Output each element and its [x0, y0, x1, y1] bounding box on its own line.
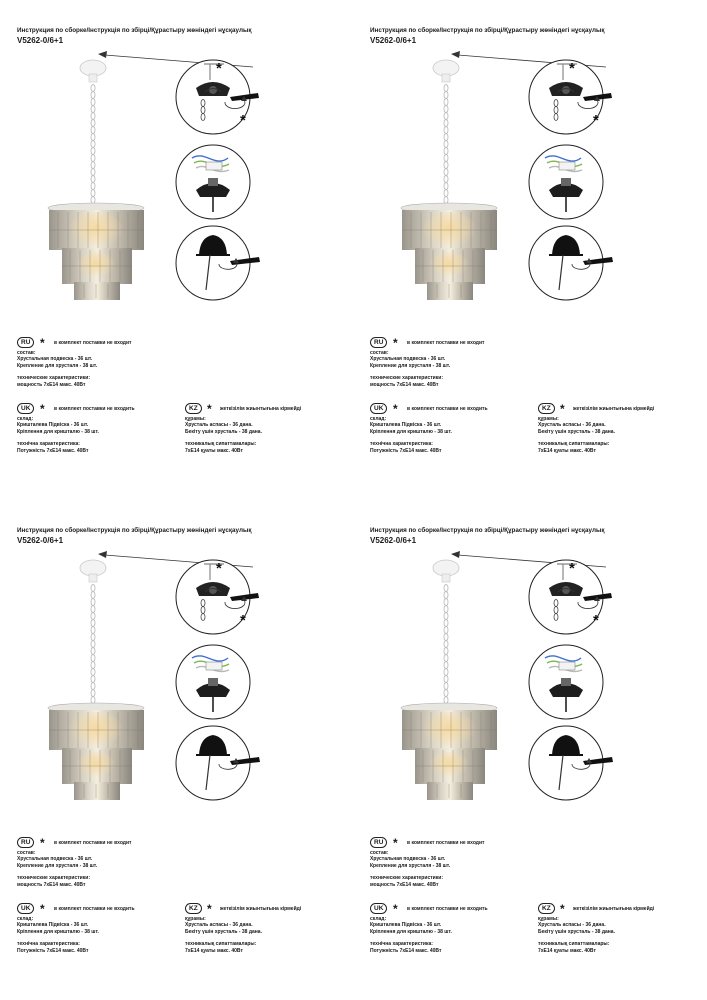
model-number: V5262-0/6+1: [370, 36, 417, 45]
wiring-connection-icon: [529, 645, 603, 719]
composition-line-ru: Крепление для хрусталя - 38 шт.: [17, 862, 98, 869]
composition-line-uk: Кришталева Підвіска - 36 шт.: [370, 422, 442, 429]
tech-heading-uk: технічна характеристика:: [17, 441, 80, 448]
composition-heading-kz: құрамы:: [538, 916, 559, 922]
instruction-title: Инструкция по сборке/Інструкція по збірці/Құрастыру жөніндегі нұсқаулық: [370, 27, 605, 34]
power-line-ru: мощность 7хЕ14 макс. 40Вт: [17, 881, 86, 888]
lang-badge-ru: RU: [17, 837, 34, 848]
specs-block-uk: [370, 416, 452, 454]
composition-line-kz: Бекіту үшін хрусталь - 38 дана.: [538, 928, 615, 935]
assembly-illustration: [353, 500, 706, 810]
not-included-note-uk: в комплект поставки не входить: [407, 906, 488, 912]
composition-heading-uk: склад:: [17, 916, 34, 922]
asterisk-icon: *: [593, 612, 599, 629]
lang-badge-kz: KZ: [185, 403, 202, 414]
composition-line-uk: Кріплення для кришталю - 38 шт.: [17, 928, 99, 935]
lang-badge-ru: RU: [370, 837, 387, 848]
instruction-title: Инструкция по сборке/Інструкція по збірці/Құрастыру жөніндегі нұсқаулық: [17, 527, 252, 534]
not-included-note-uk: в комплект поставки не входить: [407, 406, 488, 412]
wiring-connection-icon: [176, 645, 250, 719]
composition-heading-uk: склад:: [370, 416, 387, 422]
composition-heading-kz: құрамы:: [185, 916, 206, 922]
composition-line-uk: Кришталева Підвіска - 36 шт.: [17, 922, 89, 929]
composition-line-kz: Хрусталь аспасы - 36 дана.: [538, 922, 606, 929]
tech-heading-ru: технические характеристики:: [370, 375, 443, 382]
composition-line-kz: Хрусталь аспасы - 36 дана.: [538, 422, 606, 429]
composition-heading-ru: состав:: [17, 350, 36, 356]
not-included-note-ru: в комплект поставки не входит: [407, 840, 485, 846]
composition-line-ru: Хрустальная подвеска - 36 шт.: [17, 856, 93, 863]
canopy-fixing-icon: [176, 226, 260, 300]
model-number: V5262-0/6+1: [17, 36, 64, 45]
crystal-chandelier-image: [401, 60, 497, 300]
power-line-ru: мощность 7хЕ14 макс. 40Вт: [17, 381, 86, 388]
specs-block-ru: [17, 350, 97, 388]
not-included-note-ru: в комплект поставки не входит: [54, 840, 132, 846]
composition-line-kz: Хрусталь аспасы - 36 дана.: [185, 922, 253, 929]
specs-block-kz: [538, 916, 615, 954]
power-line-ru: мощность 7хЕ14 макс. 40Вт: [370, 881, 439, 888]
lang-badge-uk: UK: [17, 903, 34, 914]
asterisk-icon: *: [240, 112, 246, 129]
asterisk-icon: *: [40, 902, 45, 916]
lang-badge-kz: KZ: [538, 903, 555, 914]
composition-line-kz: Бекіту үшін хрусталь - 38 дана.: [185, 428, 262, 435]
composition-line-ru: Крепление для хрусталя - 38 шт.: [17, 362, 98, 369]
composition-line-uk: Кришталева Підвіска - 36 шт.: [17, 422, 89, 429]
tech-heading-kz: техникалық сипаттамалары:: [538, 941, 610, 948]
asterisk-icon: *: [560, 402, 565, 416]
composition-line-uk: Кріплення для кришталю - 38 шт.: [17, 428, 99, 435]
instruction-panel: [353, 0, 706, 500]
not-included-note-kz: жеткізілім жиынтығына кірмейді: [220, 406, 302, 412]
specs-block-ru: [370, 350, 450, 388]
asterisk-icon: *: [393, 402, 398, 416]
not-included-note-kz: жеткізілім жиынтығына кірмейді: [220, 906, 302, 912]
crystal-chandelier-image: [48, 60, 144, 300]
composition-line-uk: Кріплення для кришталю - 38 шт.: [370, 928, 452, 935]
composition-heading-ru: состав:: [17, 850, 36, 856]
composition-line-ru: Хрустальная подвеска - 36 шт.: [17, 356, 93, 363]
model-number: V5262-0/6+1: [17, 536, 64, 545]
asterisk-icon: *: [40, 402, 45, 416]
power-line-ru: мощность 7хЕ14 макс. 40Вт: [370, 381, 439, 388]
specs-block-kz: [185, 416, 262, 454]
tech-heading-uk: технічна характеристика:: [370, 441, 433, 448]
asterisk-icon: *: [40, 336, 45, 350]
assembly-illustration: [353, 0, 706, 310]
asterisk-icon: *: [569, 60, 575, 77]
tech-heading-ru: технические характеристики:: [17, 875, 90, 882]
composition-heading-kz: құрамы:: [185, 416, 206, 422]
instruction-title: Инструкция по сборке/Інструкція по збірці/Құрастыру жөніндегі нұсқаулық: [17, 27, 252, 34]
tech-heading-uk: технічна характеристика:: [370, 941, 433, 948]
asterisk-icon: *: [569, 560, 575, 577]
power-line-kz: 7хЕ14 қуаты макс. 40Вт: [538, 947, 596, 954]
asterisk-icon: *: [216, 560, 222, 577]
power-line-uk: Потужність 7хЕ14 макс. 40Вт: [370, 447, 442, 454]
asterisk-icon: *: [393, 836, 398, 850]
asterisk-icon: *: [240, 612, 246, 629]
lang-badge-ru: RU: [17, 337, 34, 348]
instruction-title: Инструкция по сборке/Інструкція по збірці/Құрастыру жөніндегі нұсқаулық: [370, 527, 605, 534]
not-included-note-kz: жеткізілім жиынтығына кірмейді: [573, 406, 655, 412]
composition-line-kz: Бекіту үшін хрусталь - 38 дана.: [185, 928, 262, 935]
composition-heading-uk: склад:: [17, 416, 34, 422]
specs-block-ru: [17, 850, 97, 888]
asterisk-icon: *: [207, 902, 212, 916]
specs-block-uk: [17, 916, 99, 954]
tech-heading-uk: технічна характеристика:: [17, 941, 80, 948]
not-included-note-kz: жеткізілім жиынтығына кірмейді: [573, 906, 655, 912]
tech-heading-ru: технические характеристики:: [17, 375, 90, 382]
composition-heading-kz: құрамы:: [538, 416, 559, 422]
composition-line-uk: Кріплення для кришталю - 38 шт.: [370, 428, 452, 435]
composition-line-ru: Хрустальная подвеска - 36 шт.: [370, 856, 446, 863]
power-line-kz: 7хЕ14 қуаты макс. 40Вт: [538, 447, 596, 454]
asterisk-icon: *: [393, 336, 398, 350]
composition-line-kz: Бекіту үшін хрусталь - 38 дана.: [538, 428, 615, 435]
tech-heading-kz: техникалық сипаттамалары:: [185, 441, 257, 448]
instruction-panel: [353, 500, 706, 1000]
asterisk-icon: *: [207, 402, 212, 416]
asterisk-icon: *: [393, 902, 398, 916]
canopy-fixing-icon: [529, 226, 613, 300]
tech-heading-kz: техникалық сипаттамалары:: [185, 941, 257, 948]
composition-line-ru: Крепление для хрусталя - 38 шт.: [370, 862, 451, 869]
model-number: V5262-0/6+1: [370, 536, 417, 545]
composition-line-uk: Кришталева Підвіска - 36 шт.: [370, 922, 442, 929]
canopy-fixing-icon: [529, 726, 613, 800]
instruction-panel: [0, 0, 353, 500]
wiring-connection-icon: [176, 145, 250, 219]
asterisk-icon: *: [560, 902, 565, 916]
lang-badge-ru: RU: [370, 337, 387, 348]
composition-line-ru: Хрустальная подвеска - 36 шт.: [370, 356, 446, 363]
composition-line-kz: Хрусталь аспасы - 36 дана.: [185, 422, 253, 429]
lang-badge-kz: KZ: [538, 403, 555, 414]
not-included-note-ru: в комплект поставки не входит: [54, 340, 132, 346]
asterisk-icon: *: [40, 836, 45, 850]
composition-heading-uk: склад:: [370, 916, 387, 922]
asterisk-icon: *: [593, 112, 599, 129]
canopy-fixing-icon: [176, 726, 260, 800]
specs-block-uk: [17, 416, 99, 454]
specs-block-kz: [538, 416, 615, 454]
lang-badge-kz: KZ: [185, 903, 202, 914]
tech-heading-ru: технические характеристики:: [370, 875, 443, 882]
crystal-chandelier-image: [48, 560, 144, 800]
crystal-chandelier-image: [401, 560, 497, 800]
lang-badge-uk: UK: [17, 403, 34, 414]
specs-block-ru: [370, 850, 450, 888]
lang-badge-uk: UK: [370, 403, 387, 414]
specs-block-kz: [185, 916, 262, 954]
power-line-uk: Потужність 7хЕ14 макс. 40Вт: [17, 447, 89, 454]
power-line-uk: Потужність 7хЕ14 макс. 40Вт: [17, 947, 89, 954]
tech-heading-kz: техникалық сипаттамалары:: [538, 441, 610, 448]
not-included-note-uk: в комплект поставки не входить: [54, 406, 135, 412]
composition-line-ru: Крепление для хрусталя - 38 шт.: [370, 362, 451, 369]
not-included-note-uk: в комплект поставки не входить: [54, 906, 135, 912]
composition-heading-ru: состав:: [370, 850, 389, 856]
wiring-connection-icon: [529, 145, 603, 219]
instruction-panel: [0, 500, 353, 1000]
composition-heading-ru: состав:: [370, 350, 389, 356]
not-included-note-ru: в комплект поставки не входит: [407, 340, 485, 346]
specs-block-uk: [370, 916, 452, 954]
assembly-illustration: [0, 500, 353, 810]
assembly-illustration: [0, 0, 353, 310]
asterisk-icon: *: [216, 60, 222, 77]
power-line-kz: 7хЕ14 қуаты макс. 40Вт: [185, 947, 243, 954]
lang-badge-uk: UK: [370, 903, 387, 914]
power-line-kz: 7хЕ14 қуаты макс. 40Вт: [185, 447, 243, 454]
power-line-uk: Потужність 7хЕ14 макс. 40Вт: [370, 947, 442, 954]
